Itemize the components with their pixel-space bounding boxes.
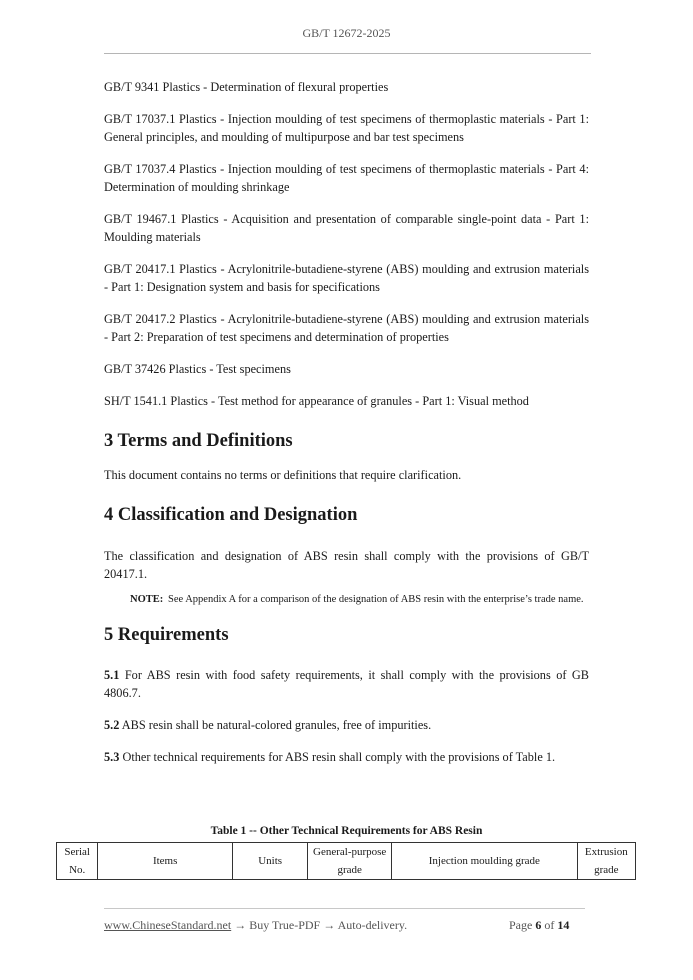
clause-5-1 [104, 666, 589, 702]
clause-text: ABS resin shall be natural-colored granules, free of impurities. [121, 718, 432, 732]
site-link[interactable]: www.ChineseStandard.net [104, 918, 232, 932]
column-header-serial: Serial No. [57, 843, 98, 880]
page-number: 6 [535, 918, 542, 932]
footer-promo [104, 918, 407, 933]
table-caption: Table 1 -- Other Technical Requirements for ABS Resin [210, 825, 483, 837]
section-heading-terms: 3 Terms and Definitions [104, 431, 293, 451]
page-header: GB/T 12672-2025 [302, 26, 391, 40]
footer-divider [104, 908, 585, 909]
header-divider [104, 53, 591, 54]
reference-item: GB/T 17037.4 Plastics - Injection moulding of test specimens of thermoplastic materials - Part 4: Determination of moulding shrinkage [104, 162, 589, 194]
section-text-terms: This document contains no terms or definitions that require clarification. [104, 468, 462, 482]
reference-item: GB/T 20417.1 Plastics - Acrylonitrile-butadiene-styrene (ABS) moulding and extrusion materials - Part 1: Designation system and basis for specifications [104, 262, 589, 294]
note-text: See Appendix A for a comparison of the designation of ABS resin with the enterprise’s trade name. [168, 594, 584, 605]
page-indicator [509, 918, 569, 933]
reference-item: GB/T 20417.2 Plastics - Acrylonitrile-butadiene-styrene (ABS) moulding and extrusion materials - Part 2: Preparation of test specimens and determination of properties [104, 312, 589, 344]
of-label: of [544, 918, 555, 932]
page-content [104, 78, 589, 766]
reference-item: GB/T 17037.1 Plastics - Injection moulding of test specimens of thermoplastic materials - Part 1: General principles, and moulding of multipurpose and bar test specimens [104, 112, 589, 144]
section-text-classification: The classification and designation of ABS resin shall comply with the provisions of GB/T 20417.1. [104, 549, 589, 581]
page-total: 14 [557, 918, 570, 932]
clause-text: Other technical requirements for ABS resin shall comply with the provisions of Table 1. [122, 750, 556, 764]
clause-number: 5.3 [104, 750, 120, 764]
reference-item: GB/T 19467.1 Plastics - Acquisition and presentation of comparable single-point data - Part 1: Moulding materials [104, 212, 589, 244]
reference-item: GB/T 9341 Plastics - Determination of flexural properties [104, 80, 389, 94]
clause-number: 5.2 [104, 718, 120, 732]
section-heading-classification: 4 Classification and Designation [104, 505, 358, 525]
column-header-units: Units [233, 843, 308, 880]
clause-5-2 [104, 716, 589, 734]
column-header-extrusion: Extrusion grade [577, 843, 635, 880]
table-header-row [57, 843, 636, 880]
reference-item: SH/T 1541.1 Plastics - Test method for appearance of granules - Part 1: Visual method [104, 394, 529, 408]
column-header-injection: Injection moulding grade [392, 843, 578, 880]
section-heading-requirements: 5 Requirements [104, 625, 229, 645]
clause-number: 5.1 [104, 668, 120, 682]
note [130, 591, 589, 608]
column-header-items: Items [98, 843, 233, 880]
column-header-general: General-purpose grade [308, 843, 392, 880]
page-label: Page [509, 918, 533, 932]
requirements-table [56, 842, 636, 880]
note-label: NOTE: [130, 594, 164, 605]
promo-text: → Buy True-PDF → Auto-delivery. [231, 918, 408, 932]
clause-text: For ABS resin with food safety requirements, it shall comply with the provisions of GB 4806.7. [104, 668, 589, 700]
clause-5-3 [104, 748, 589, 766]
reference-item: GB/T 37426 Plastics - Test specimens [104, 362, 291, 376]
